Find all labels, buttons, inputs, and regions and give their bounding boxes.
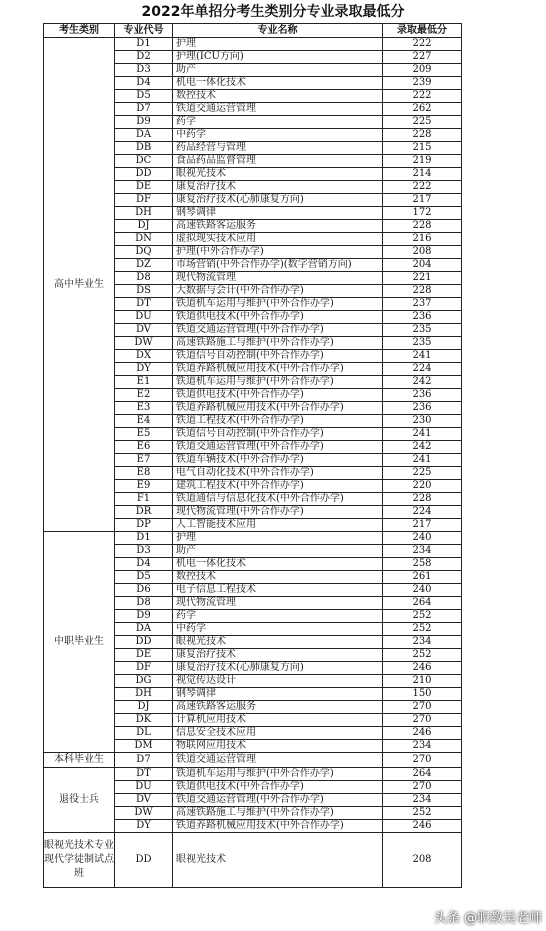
min-score-cell: 228 xyxy=(383,220,462,233)
major-code-cell: DL xyxy=(115,727,173,740)
major-name-cell: 护理 xyxy=(173,38,383,51)
major-name-cell: 药学 xyxy=(173,116,383,129)
major-code-cell: DJ xyxy=(115,701,173,714)
major-name-cell: 铁道信号自动控制(中外合作办学) xyxy=(173,428,383,441)
major-name-cell: 高速铁路施工与维护(中外合作办学) xyxy=(173,807,383,820)
major-code-cell: D5 xyxy=(115,571,173,584)
category-cell: 眼视光技术专业现代学徒制试点班 xyxy=(44,833,115,888)
min-score-cell: 228 xyxy=(383,129,462,142)
major-code-cell: D6 xyxy=(115,584,173,597)
major-code-cell: E4 xyxy=(115,415,173,428)
min-score-cell: 236 xyxy=(383,402,462,415)
major-name-cell: 钢琴调律 xyxy=(173,207,383,220)
min-score-cell: 239 xyxy=(383,77,462,90)
min-score-cell: 222 xyxy=(383,181,462,194)
major-name-cell: 铁道机车运用与维护(中外合作办学) xyxy=(173,376,383,389)
major-name-cell: 现代物流管理(中外合作办学) xyxy=(173,506,383,519)
min-score-cell: 262 xyxy=(383,103,462,116)
major-name-cell: 铁道交通运营管理(中外合作办学) xyxy=(173,324,383,337)
min-score-cell: 225 xyxy=(383,467,462,480)
major-name-cell: 铁道供电技术(中外合作办学) xyxy=(173,311,383,324)
category-cell: 高中毕业生 xyxy=(44,38,115,532)
major-code-cell: DH xyxy=(115,207,173,220)
min-score-cell: 252 xyxy=(383,610,462,623)
min-score-cell: 235 xyxy=(383,337,462,350)
min-score-cell: 235 xyxy=(383,324,462,337)
major-code-cell: DA xyxy=(115,129,173,142)
major-code-cell: DR xyxy=(115,506,173,519)
major-code-cell: D7 xyxy=(115,753,173,768)
min-score-cell: 221 xyxy=(383,272,462,285)
major-code-cell: E8 xyxy=(115,467,173,480)
major-code-cell: DQ xyxy=(115,246,173,259)
min-score-cell: 270 xyxy=(383,753,462,768)
min-score-cell: 270 xyxy=(383,701,462,714)
min-score-cell: 215 xyxy=(383,142,462,155)
min-score-cell: 228 xyxy=(383,285,462,298)
major-code-cell: DE xyxy=(115,649,173,662)
min-score-cell: 246 xyxy=(383,662,462,675)
admission-score-table xyxy=(43,23,462,888)
min-score-cell: 241 xyxy=(383,350,462,363)
min-score-cell: 252 xyxy=(383,623,462,636)
major-code-cell: DK xyxy=(115,714,173,727)
min-score-cell: 234 xyxy=(383,636,462,649)
major-name-cell: 铁道交通运营管理 xyxy=(173,103,383,116)
page-title: 2022年单招分考生类别分专业录取最低分 xyxy=(141,4,405,20)
major-name-cell: 电子信息工程技术 xyxy=(173,584,383,597)
major-name-cell: 眼视光技术 xyxy=(173,636,383,649)
min-score-cell: 150 xyxy=(383,688,462,701)
major-code-cell: DD xyxy=(115,636,173,649)
major-name-cell: 铁道养路机械应用技术(中外合作办学) xyxy=(173,402,383,415)
major-name-cell: 药品经营与管理 xyxy=(173,142,383,155)
major-code-cell: F1 xyxy=(115,493,173,506)
major-code-cell: DD xyxy=(115,833,173,888)
major-name-cell: 数控技术 xyxy=(173,90,383,103)
min-score-cell: 240 xyxy=(383,532,462,545)
table-row xyxy=(44,833,462,888)
min-score-cell: 270 xyxy=(383,781,462,794)
min-score-cell: 241 xyxy=(383,454,462,467)
min-score-cell: 172 xyxy=(383,207,462,220)
major-name-cell: 铁道机车运用与维护(中外合作办学) xyxy=(173,298,383,311)
major-name-cell: 铁道供电技术(中外合作办学) xyxy=(173,781,383,794)
major-name-cell: 康复治疗技术 xyxy=(173,649,383,662)
min-score-cell: 242 xyxy=(383,441,462,454)
major-code-cell: E5 xyxy=(115,428,173,441)
major-name-cell: 人工智能技术应用 xyxy=(173,519,383,532)
major-name-cell: 视觉传达设计 xyxy=(173,675,383,688)
header-code: 专业代号 xyxy=(115,24,173,38)
major-code-cell: DF xyxy=(115,662,173,675)
major-name-cell: 康复治疗技术 xyxy=(173,181,383,194)
table-row xyxy=(44,532,462,545)
major-code-cell: DD xyxy=(115,168,173,181)
major-name-cell: 铁道养路机械应用技术(中外合作办学) xyxy=(173,820,383,833)
major-code-cell: DP xyxy=(115,519,173,532)
major-name-cell: 数控技术 xyxy=(173,571,383,584)
min-score-cell: 242 xyxy=(383,376,462,389)
min-score-cell: 234 xyxy=(383,545,462,558)
min-score-cell: 225 xyxy=(383,116,462,129)
major-name-cell: 铁道交通运营管理(中外合作办学) xyxy=(173,441,383,454)
major-code-cell: DT xyxy=(115,768,173,781)
major-code-cell: D2 xyxy=(115,51,173,64)
major-name-cell: 中药学 xyxy=(173,623,383,636)
major-code-cell: E1 xyxy=(115,376,173,389)
major-name-cell: 中药学 xyxy=(173,129,383,142)
major-code-cell: E7 xyxy=(115,454,173,467)
min-score-cell: 246 xyxy=(383,727,462,740)
major-name-cell: 康复治疗技术(心肺康复方向) xyxy=(173,194,383,207)
major-code-cell: D8 xyxy=(115,597,173,610)
min-score-cell: 234 xyxy=(383,740,462,753)
major-name-cell: 计算机应用技术 xyxy=(173,714,383,727)
category-cell: 退役士兵 xyxy=(44,768,115,833)
min-score-cell: 209 xyxy=(383,64,462,77)
min-score-cell: 210 xyxy=(383,675,462,688)
major-name-cell: 铁道供电技术(中外合作办学) xyxy=(173,389,383,402)
major-code-cell: DJ xyxy=(115,220,173,233)
min-score-cell: 230 xyxy=(383,415,462,428)
major-code-cell: DH xyxy=(115,688,173,701)
min-score-cell: 208 xyxy=(383,246,462,259)
header-major: 专业名称 xyxy=(173,24,383,38)
table-row xyxy=(44,38,462,51)
major-code-cell: E9 xyxy=(115,480,173,493)
major-code-cell: DB xyxy=(115,142,173,155)
min-score-cell: 222 xyxy=(383,90,462,103)
min-score-cell: 252 xyxy=(383,807,462,820)
min-score-cell: 264 xyxy=(383,597,462,610)
major-code-cell: DY xyxy=(115,363,173,376)
major-name-cell: 铁道通信与信息化技术(中外合作办学) xyxy=(173,493,383,506)
major-name-cell: 铁道车辆技术(中外合作办学) xyxy=(173,454,383,467)
major-code-cell: DT xyxy=(115,298,173,311)
major-code-cell: D8 xyxy=(115,272,173,285)
major-code-cell: DN xyxy=(115,233,173,246)
header-category: 考生类别 xyxy=(44,24,115,38)
major-name-cell: 铁道机车运用与维护(中外合作办学) xyxy=(173,768,383,781)
major-name-cell: 铁道交通运营管理(中外合作办学) xyxy=(173,794,383,807)
major-code-cell: DC xyxy=(115,155,173,168)
major-code-cell: DF xyxy=(115,194,173,207)
table-body xyxy=(44,38,462,888)
watermark: 头条 @职教吴老师 xyxy=(433,911,542,926)
major-name-cell: 市场营销(中外合作办学)(数字营销方向) xyxy=(173,259,383,272)
major-name-cell: 药学 xyxy=(173,610,383,623)
category-cell: 中职毕业生 xyxy=(44,532,115,753)
major-code-cell: D4 xyxy=(115,558,173,571)
min-score-cell: 258 xyxy=(383,558,462,571)
min-score-cell: 234 xyxy=(383,794,462,807)
major-code-cell: E3 xyxy=(115,402,173,415)
major-code-cell: DE xyxy=(115,181,173,194)
major-name-cell: 助产 xyxy=(173,545,383,558)
major-code-cell: DS xyxy=(115,285,173,298)
major-name-cell: 高速铁路客运服务 xyxy=(173,220,383,233)
major-code-cell: DM xyxy=(115,740,173,753)
major-name-cell: 铁道信号自动控制(中外合作办学) xyxy=(173,350,383,363)
table-row xyxy=(44,768,462,781)
major-code-cell: D7 xyxy=(115,103,173,116)
major-name-cell: 电气自动化技术(中外合作办学) xyxy=(173,467,383,480)
major-name-cell: 机电一体化技术 xyxy=(173,77,383,90)
major-code-cell: D9 xyxy=(115,116,173,129)
min-score-cell: 216 xyxy=(383,233,462,246)
major-name-cell: 助产 xyxy=(173,64,383,77)
table-row xyxy=(44,753,462,768)
min-score-cell: 217 xyxy=(383,519,462,532)
min-score-cell: 246 xyxy=(383,820,462,833)
min-score-cell: 219 xyxy=(383,155,462,168)
min-score-cell: 236 xyxy=(383,389,462,402)
major-name-cell: 护理(ICU方向) xyxy=(173,51,383,64)
min-score-cell: 224 xyxy=(383,363,462,376)
major-code-cell: DW xyxy=(115,807,173,820)
major-code-cell: D1 xyxy=(115,38,173,51)
major-code-cell: DX xyxy=(115,350,173,363)
min-score-cell: 240 xyxy=(383,584,462,597)
major-code-cell: DW xyxy=(115,337,173,350)
major-name-cell: 大数据与会计(中外合作办学) xyxy=(173,285,383,298)
major-code-cell: E6 xyxy=(115,441,173,454)
major-name-cell: 铁道养路机械应用技术(中外合作办学) xyxy=(173,363,383,376)
major-name-cell: 物联网应用技术 xyxy=(173,740,383,753)
major-code-cell: DZ xyxy=(115,259,173,272)
min-score-cell: 270 xyxy=(383,714,462,727)
category-cell: 本科毕业生 xyxy=(44,753,115,768)
min-score-cell: 220 xyxy=(383,480,462,493)
min-score-cell: 227 xyxy=(383,51,462,64)
min-score-cell: 228 xyxy=(383,493,462,506)
major-code-cell: DY xyxy=(115,820,173,833)
major-code-cell: DA xyxy=(115,623,173,636)
major-code-cell: D3 xyxy=(115,64,173,77)
major-name-cell: 眼视光技术 xyxy=(173,168,383,181)
major-code-cell: D5 xyxy=(115,90,173,103)
major-code-cell: D4 xyxy=(115,77,173,90)
major-code-cell: DV xyxy=(115,324,173,337)
major-code-cell: DG xyxy=(115,675,173,688)
major-name-cell: 护理(中外合作办学) xyxy=(173,246,383,259)
min-score-cell: 224 xyxy=(383,506,462,519)
min-score-cell: 208 xyxy=(383,833,462,888)
major-code-cell: DU xyxy=(115,781,173,794)
major-code-cell: E2 xyxy=(115,389,173,402)
min-score-cell: 204 xyxy=(383,259,462,272)
major-name-cell: 护理 xyxy=(173,532,383,545)
header-score: 录取最低分 xyxy=(383,24,462,38)
major-code-cell: D1 xyxy=(115,532,173,545)
min-score-cell: 237 xyxy=(383,298,462,311)
major-name-cell: 钢琴调律 xyxy=(173,688,383,701)
min-score-cell: 264 xyxy=(383,768,462,781)
major-name-cell: 眼视光技术 xyxy=(173,833,383,888)
major-name-cell: 康复治疗技术(心肺康复方向) xyxy=(173,662,383,675)
min-score-cell: 252 xyxy=(383,649,462,662)
major-name-cell: 食品药品监督管理 xyxy=(173,155,383,168)
major-name-cell: 现代物流管理 xyxy=(173,272,383,285)
min-score-cell: 222 xyxy=(383,38,462,51)
major-name-cell: 机电一体化技术 xyxy=(173,558,383,571)
major-name-cell: 铁道工程技术(中外合作办学) xyxy=(173,415,383,428)
major-name-cell: 虚拟现实技术应用 xyxy=(173,233,383,246)
min-score-cell: 261 xyxy=(383,571,462,584)
major-name-cell: 铁道交通运营管理 xyxy=(173,753,383,768)
major-name-cell: 建筑工程技术(中外合作办学) xyxy=(173,480,383,493)
major-name-cell: 现代物流管理 xyxy=(173,597,383,610)
min-score-cell: 241 xyxy=(383,428,462,441)
major-code-cell: DU xyxy=(115,311,173,324)
major-name-cell: 高速铁路施工与维护(中外合作办学) xyxy=(173,337,383,350)
major-name-cell: 信息安全技术应用 xyxy=(173,727,383,740)
major-name-cell: 高速铁路客运服务 xyxy=(173,701,383,714)
min-score-cell: 214 xyxy=(383,168,462,181)
major-code-cell: DV xyxy=(115,794,173,807)
min-score-cell: 217 xyxy=(383,194,462,207)
major-code-cell: D9 xyxy=(115,610,173,623)
table-header-row xyxy=(44,24,462,38)
major-code-cell: D3 xyxy=(115,545,173,558)
min-score-cell: 236 xyxy=(383,311,462,324)
